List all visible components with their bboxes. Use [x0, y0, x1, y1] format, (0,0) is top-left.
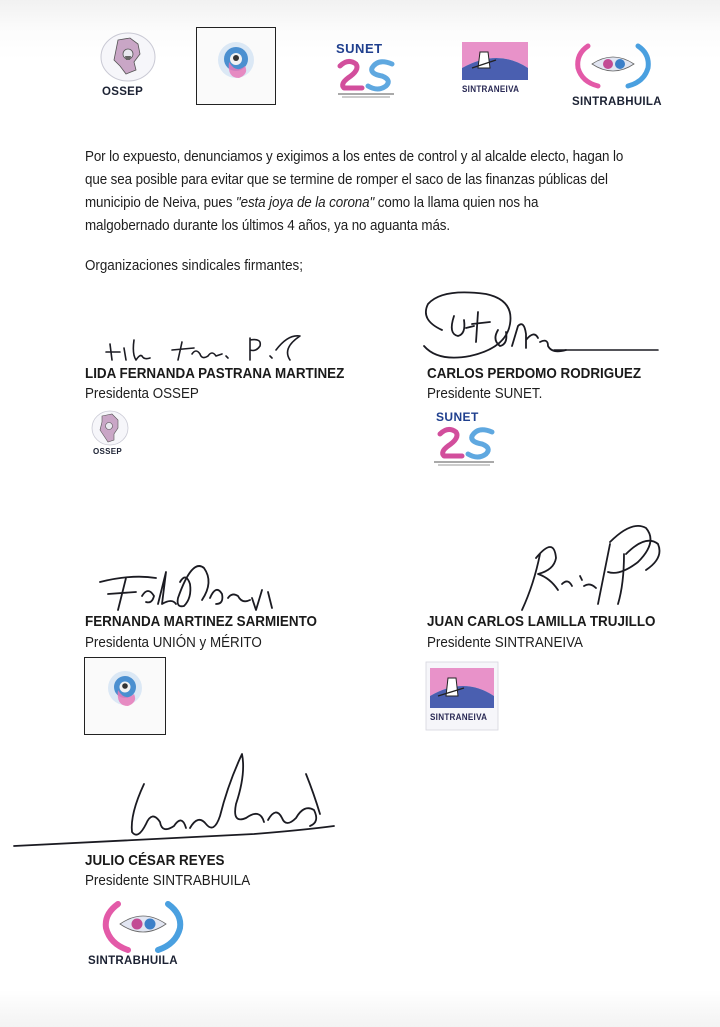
sintraneiva-logo [458, 38, 532, 90]
body-paragraph-part-1: Por lo expuesto, denunciamos y exigimos a los entes de control y al alcalde electo, hagan lo que sea posible para evitar que se termine de romper el saco de las finanzas públicas del municipio de Neiva, pues [85, 149, 624, 211]
sintrabhuila-logo-caption: SINTRABHUILA [572, 96, 662, 108]
ossep-logo-caption: OSSEP [102, 86, 144, 98]
signatory-4-name: JUAN CARLOS LAMILLA TRUJILLO [427, 614, 656, 630]
signatory-5-name: JULIO CÉSAR REYES [85, 853, 225, 869]
sintraneiva-logo-caption: SINTRANEIVA [462, 84, 520, 94]
signatory-2-name: CARLOS PERDOMO RODRIGUEZ [427, 366, 642, 382]
sunet-logo-title: SUNET [336, 41, 383, 56]
signatory-5-logo-caption: SINTRABHUILA [88, 955, 178, 967]
union-merito-logo [196, 27, 276, 105]
signature-julio [14, 744, 354, 861]
sintrabhuila-logo [568, 38, 658, 92]
signatory-2-role: Presidente SUNET. [427, 386, 543, 402]
signatory-3-union-merito-logo [84, 657, 166, 735]
signatory-1-name: LIDA FERNANDA PASTRANA MARTINEZ [85, 366, 345, 382]
signatory-2-logo-title: SUNET [436, 410, 479, 424]
body-paragraph-part-2: como la llama quien nos ha malgobernado durante los últimos 4 años, ya no aguanta más. [85, 195, 539, 234]
signature-juan-carlos [500, 514, 670, 629]
signatory-5-sintrabhuila-logo [96, 896, 190, 956]
signature-fernanda [92, 548, 292, 623]
signature-lida [104, 330, 304, 371]
signatory-3-role: Presidenta UNIÓN y MÉRITO [85, 635, 262, 651]
ossep-logo [96, 30, 160, 92]
body-paragraph-quote: "esta joya de la corona" [235, 195, 375, 211]
signatory-1-role: Presidenta OSSEP [85, 386, 199, 402]
sunet-logo [334, 56, 398, 100]
body-paragraph [85, 146, 624, 238]
signatory-3-name: FERNANDA MARTINEZ SARMIENTO [85, 614, 317, 630]
signatory-1-logo-caption: OSSEP [93, 447, 123, 456]
signatory-2-sunet-logo [430, 424, 498, 468]
signatory-4-role: Presidente SINTRANEIVA [427, 635, 583, 651]
signature-carlos [414, 290, 664, 377]
signatory-4-logo-caption: SINTRANEIVA [430, 712, 488, 722]
signatory-5-role: Presidente SINTRABHUILA [85, 873, 251, 889]
signatories-heading: Organizaciones sindicales firmantes; [85, 258, 303, 274]
